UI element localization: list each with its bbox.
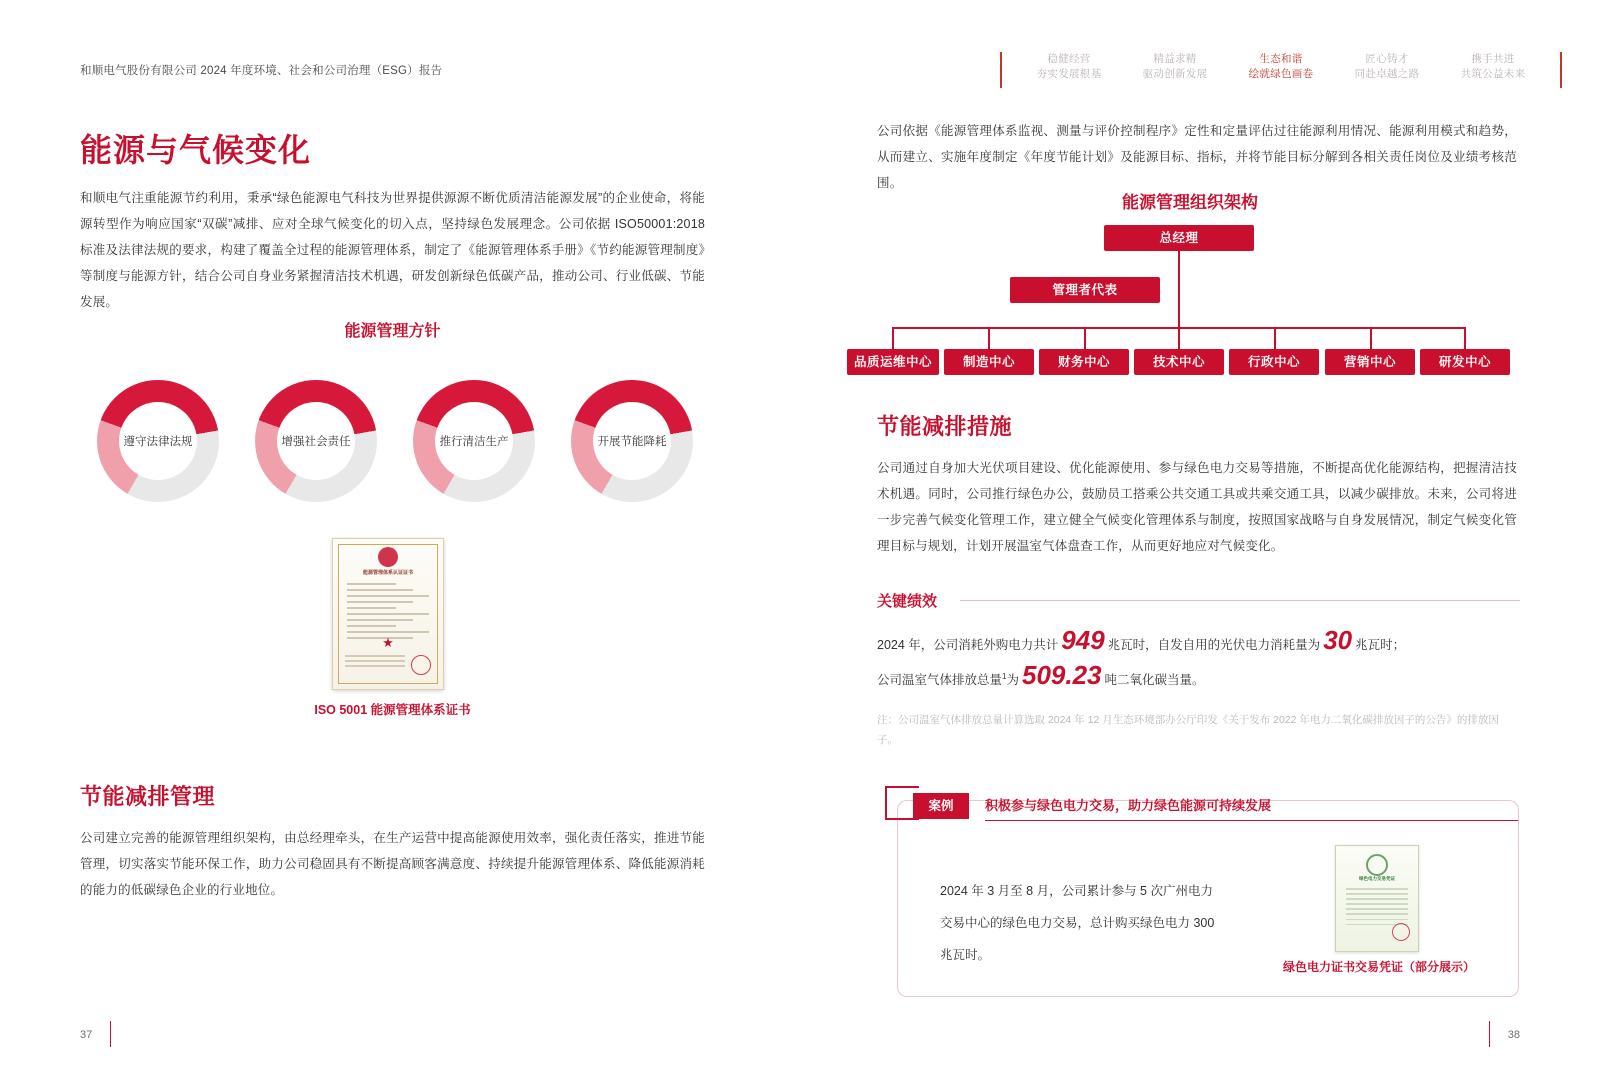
certificate-emblem-icon bbox=[378, 547, 398, 567]
nav-item-1-line1: 稳健经营 bbox=[1047, 53, 1091, 65]
intro-paragraph: 和顺电气注重能源节约利用，秉承“绿色能源电气科技为世界提供源源不断优质清洁能源发展”的企业使命，将能源转型作为响应国家“双碳”减排、应对全球气候变化的切入点，坚持绿色发展理念。公司依据 ISO50001:2018 标准及法律法规的要求，构建了覆盖全过程的能源管理体系，制定了《能源管理体系手册》《节约能源管理制度》等制度与能源方针，结合公司自身业务紧握清洁技术机遇，研发创新绿色低碳产品，推动公司、行业低碳、节能发展。 bbox=[80, 191, 705, 309]
org-drop-6 bbox=[1370, 327, 1372, 349]
folio-rule-right bbox=[1489, 1021, 1490, 1047]
kpi-title: 关键绩效 bbox=[877, 593, 938, 610]
nav-item-4-line2: 同赴卓越之路 bbox=[1354, 68, 1420, 80]
org-box-dept-4: 技术中心 bbox=[1134, 349, 1224, 375]
nav-item-5-line1: 携手共进 bbox=[1471, 53, 1515, 65]
policy-donut-1 bbox=[97, 380, 219, 502]
org-box-dept-1: 品质运维中心 bbox=[847, 349, 939, 375]
green-certificate-stamp-icon bbox=[1392, 923, 1410, 941]
case-body-text: 2024 年 3 月至 8 月，公司累计参与 5 次广州电力交易中心的绿色电力交易，总计购买绿色电力 300 兆瓦时。 bbox=[940, 884, 1215, 962]
policy-item-label: 开展节能降耗 bbox=[597, 436, 667, 448]
policy-donut-4 bbox=[571, 380, 693, 502]
org-box-dept-2: 制造中心 bbox=[944, 349, 1034, 375]
nav-item-2-line1: 精益求精 bbox=[1153, 53, 1197, 65]
certificate-body-lines bbox=[347, 583, 429, 643]
policy-item-label: 增强社会责任 bbox=[281, 436, 351, 448]
nav-item-1-line2: 夯实发展根基 bbox=[1036, 68, 1102, 80]
nav-item-3-line2: 绘就绿色画卷 bbox=[1248, 68, 1314, 80]
org-box-dept-3: 财务中心 bbox=[1039, 349, 1129, 375]
section-title-energy-management: 节能减排管理 bbox=[80, 784, 216, 809]
case-title-underline bbox=[985, 820, 1518, 821]
org-drop-7 bbox=[1464, 327, 1466, 349]
kpi-line-2 bbox=[877, 660, 1527, 695]
page-number-right: 38 bbox=[1507, 1029, 1520, 1041]
nav-item-2[interactable] bbox=[1122, 52, 1228, 88]
green-certificate-heading: 绿色电力交易凭证 bbox=[1359, 876, 1395, 881]
kpi-value-purchased-power: 949 bbox=[1061, 625, 1105, 655]
nav-item-3-active[interactable] bbox=[1228, 52, 1334, 88]
case-tag: 案例 bbox=[913, 793, 969, 819]
org-box-management-rep: 管理者代表 bbox=[1010, 277, 1160, 303]
kpi-value-pv-power: 30 bbox=[1323, 625, 1353, 655]
org-drop-1 bbox=[892, 327, 894, 349]
certificate-heading: 能源管理体系认证证书 bbox=[362, 570, 413, 576]
right-intro-paragraph: 公司依据《能源管理体系监视、测量与评价控制程序》定性和定量评估过往能源利用情况、能源利用模式和趋势，从而建立、实施年度制定《年度节能计划》及能源目标、指标，并将节能目标分解到各相关责任岗位及业绩考核范围。 bbox=[877, 124, 1517, 190]
running-header: 和顺电气股份有限公司 2024 年度环境、社会和公司治理（ESG）报告 bbox=[80, 65, 443, 77]
kpi-rule bbox=[960, 600, 1520, 601]
nav-divider-left bbox=[1000, 52, 1002, 88]
org-chart-title: 能源管理组织架构 bbox=[1122, 193, 1258, 212]
page-number-left: 37 bbox=[80, 1029, 93, 1041]
policy-item-label: 遵守法律法规 bbox=[123, 436, 193, 448]
org-connector-2 bbox=[1178, 277, 1180, 329]
nav-divider-right bbox=[1560, 52, 1562, 88]
kpi-note: 注：公司温室气体排放总量计算选取 2024 年 12 月生态环境部办公厅印发《关于发布 2022 年电力二氧化碳排放因子的公告》的排放因子。 bbox=[877, 714, 1499, 746]
org-drop-5 bbox=[1274, 327, 1276, 349]
folio-rule-left bbox=[110, 1021, 111, 1047]
policy-donut-2 bbox=[255, 380, 377, 502]
case-title: 积极参与绿色电力交易，助力绿色能源可持续发展 bbox=[985, 798, 1272, 813]
org-connector-1 bbox=[1178, 251, 1180, 277]
kpi-line-2-text-b: 为 bbox=[1006, 673, 1019, 687]
nav-item-5[interactable] bbox=[1440, 52, 1546, 88]
kpi-line-1 bbox=[877, 625, 1527, 660]
nav-item-4-line1: 匠心铸才 bbox=[1365, 53, 1409, 65]
page-title: 能源与气候变化 bbox=[80, 132, 312, 168]
kpi-line-1-text-c: 兆瓦时； bbox=[1355, 638, 1406, 652]
org-drop-4 bbox=[1178, 327, 1180, 349]
org-drop-3 bbox=[1084, 327, 1086, 349]
green-certificate-emblem-icon bbox=[1366, 854, 1388, 876]
iso-certificate-image bbox=[332, 538, 444, 690]
nav-item-1[interactable] bbox=[1016, 52, 1122, 88]
org-chart bbox=[853, 225, 1520, 395]
policy-item-label: 推行清洁生产 bbox=[439, 436, 509, 448]
certificate-stamp-icon bbox=[411, 655, 431, 675]
nav-item-5-line2: 共筑公益未来 bbox=[1460, 68, 1526, 80]
policy-donut-group bbox=[75, 360, 725, 500]
certificate-caption: ISO 5001 能源管理体系证书 bbox=[314, 703, 471, 717]
org-box-dept-6: 营销中心 bbox=[1325, 349, 1415, 375]
section-paragraph-energy-management: 公司建立完善的能源管理组织架构，由总经理牵头，在生产运营中提高能源使用效率，强化责任落实，推进节能管理，切实落实节能环保工作，助力公司稳固具有不断提高顾客满意度、持续提升能源管理体系、降低能源消耗的能力的低碳绿色企业的行业地位。 bbox=[80, 831, 705, 897]
section-paragraph-energy-saving: 公司通过自身加大光伏项目建设、优化能源使用、参与绿色电力交易等措施，不断提高优化能源结构，把握清洁技术机遇。同时，公司推行绿色办公，鼓励员工搭乘公共交通工具或共乘交通工具，以减少碳排放。未来，公司将进一步完善气候变化管理工作，建立健全气候变化管理体系与制度，按照国家战略与自身发展情况，制定气候变化管理目标与规划，计划开展温室气体盘查工作，从而更好地应对气候变化。 bbox=[877, 461, 1517, 553]
policy-donut-3 bbox=[413, 380, 535, 502]
nav-item-3-line1: 生态和谐 bbox=[1259, 53, 1303, 65]
kpi-footnote-marker: 1 bbox=[1002, 671, 1007, 681]
org-box-dept-5: 行政中心 bbox=[1229, 349, 1319, 375]
org-box-dept-7: 研发中心 bbox=[1420, 349, 1510, 375]
chapter-nav bbox=[1000, 52, 1562, 88]
kpi-line-2-text-c: 吨二氧化碳当量。 bbox=[1104, 673, 1205, 687]
kpi-line-1-text-b: 兆瓦时，自发自用的光伏电力消耗量为 bbox=[1107, 638, 1321, 652]
kpi-line-1-text-a: 2024 年，公司消耗外购电力共计 bbox=[877, 638, 1059, 652]
kpi-line-2-text-a: 公司温室气体排放总量 bbox=[877, 673, 1003, 687]
green-certificate-caption: 绿色电力证书交易凭证（部分展示） bbox=[1283, 960, 1476, 974]
org-box-general-manager: 总经理 bbox=[1104, 225, 1254, 251]
green-power-certificate-image bbox=[1335, 845, 1419, 952]
section-title-energy-saving: 节能减排措施 bbox=[877, 414, 1013, 439]
kpi-value-ghg: 509.23 bbox=[1021, 660, 1102, 690]
org-drop-2 bbox=[988, 327, 990, 349]
certificate-star-icon: ★ bbox=[382, 635, 394, 650]
nav-item-2-line2: 驱动创新发展 bbox=[1142, 68, 1208, 80]
policy-title: 能源管理方针 bbox=[344, 323, 441, 340]
nav-item-4[interactable] bbox=[1334, 52, 1440, 88]
